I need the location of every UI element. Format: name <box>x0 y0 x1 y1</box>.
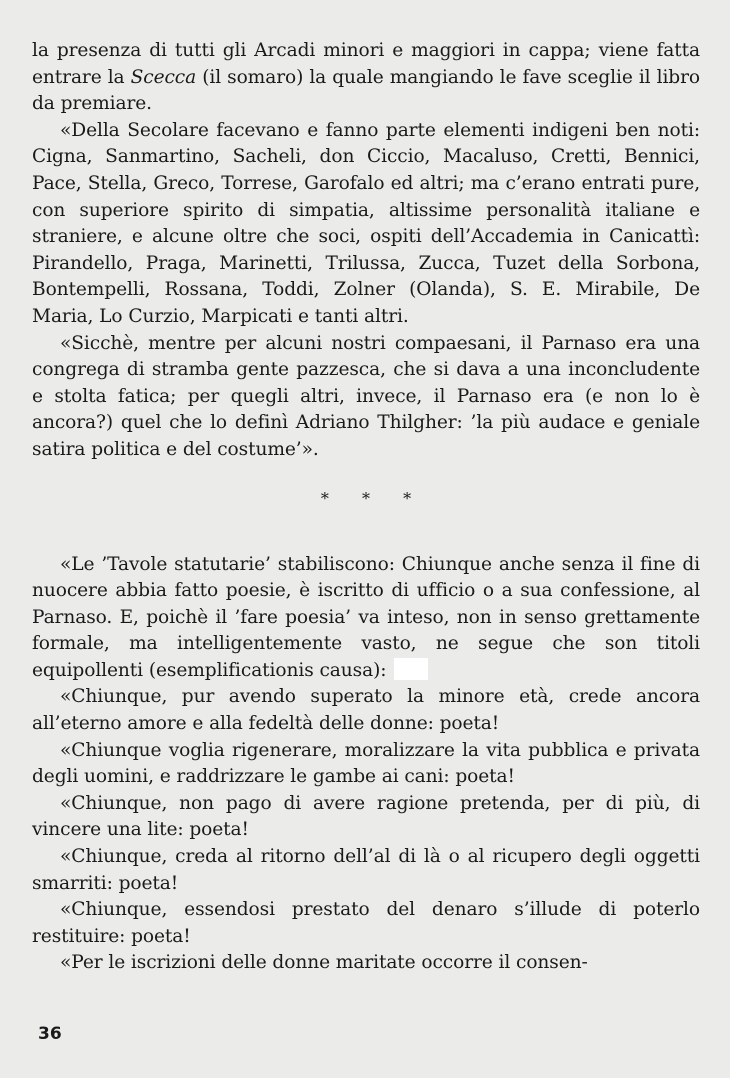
italic-scecca: Scecca <box>130 66 197 88</box>
paragraph-sicche: «Sicchè, mentre per alcuni nostri compaesani, il Parnaso era una congrega di stramba gente pazzesca, che si dava a una inconcludente e stolta fatica; per quegli altri, invece, il Parnaso era (e non lo è ancora?) quel che lo definì Adriano Thilgher: ’la più audace e geniale satira politica e del costume’». <box>32 332 700 460</box>
paragraph-ritorno: «Chiunque, creda al ritorno dell’al di là o al ricupero degli oggetti smarriti: poeta! <box>32 846 700 894</box>
paragraph-tavole <box>32 552 700 685</box>
section-separator: * * * <box>320 488 426 508</box>
page-number: 36 <box>38 1024 62 1044</box>
paragraph-iscrizioni: «Per le iscrizioni delle donne maritate occorre il consen- <box>60 952 588 974</box>
page-body <box>32 38 700 977</box>
paragraph-arcadi: la presenza di tutti gli Arcadi minori e maggiori in cappa; viene fatta entrare la Scecca (il somaro) la quale mangiando le fave sceglie il libro da premiare. <box>32 40 700 115</box>
paragraph-tavole-text: «Le ’Tavole statutarie’ stabiliscono: Chiunque anche senza il fine di nuocere abbia fatto poesie, è iscritto di ufficio o a sua confessione, al Parnaso. E, poichè il ’fare poesia’ va inteso, non in senso grettamente formale, ma intelligentemente vasto, ne segue che son titoli equipollenti (esemplificationis causa): <box>32 553 700 681</box>
paragraph-eterno-amore: «Chiunque, pur avendo superato la minore età, crede ancora all’eterno amore e alla fedeltà delle donne: poeta! <box>32 686 700 735</box>
paragraph-lite: «Chiunque, non pago di avere ragione pretenda, per di più, di vincere una lite: poeta! <box>32 792 700 841</box>
blank-patch <box>394 658 428 680</box>
paragraph-secolare: «Della Secolare facevano e fanno parte elementi indigeni ben noti: Cigna, Sanmartino, Sacheli, don Ciccio, Macaluso, Cretti, Bennici, Pace, Stella, Greco, Torrese, Garofalo ed altri; ma c’erano entrati pure, con superiore spirito di simpatia, altissime personalità italiane e straniere, e alcune oltre che soci, ospiti dell’Accademia in Canicattì: Pirandello, Praga, Marinetti, Trilussa, Zucca, Tuzet della Sorbona, Bontempelli, Rossana, Toddi, Zolner (Olanda), S. E. Mirabile, De Maria, Lo Curzio, Marpicati e tanti altri. <box>32 119 700 327</box>
paragraph-rigenerare: «Chiunque voglia rigenerare, moralizzare la vita pubblica e privata degli uomini, e raddrizzare le gambe ai cani: poeta! <box>32 739 700 788</box>
paragraph-denaro: «Chiunque, essendosi prestato del denaro s’illude di poterlo restituire: poeta! <box>32 899 700 947</box>
